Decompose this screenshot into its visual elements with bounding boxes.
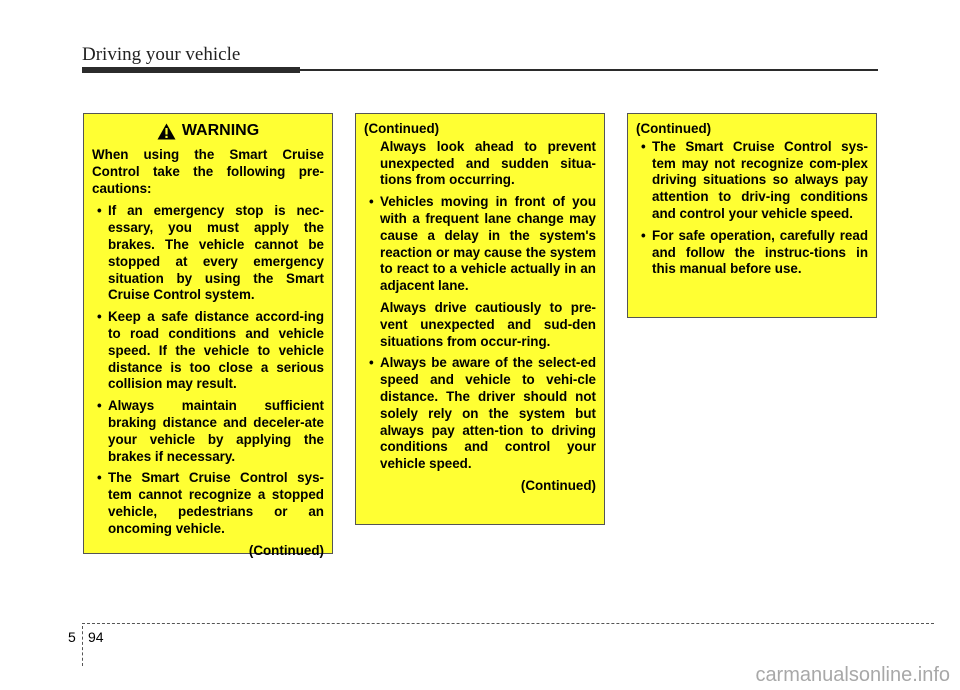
watermark: carmanualsonline.info	[755, 664, 950, 686]
list-item: • The Smart Cruise Control sys-tem cannot recognize a stopped vehicle, pedestrians or an oncoming vehicle.	[92, 470, 324, 537]
list-item: • If an emergency stop is nec-essary, you must apply the brakes. The vehicle cannot be stopped at every emergency situation by using the Smart Cruise Control system.	[92, 203, 324, 304]
sub-paragraph: Always look ahead to prevent unexpected and sudden situa-tions from occurring.	[380, 138, 596, 188]
header-rule-thick	[82, 67, 300, 73]
list-item: • Always maintain sufficient braking distance and deceler-ate your vehicle by applying the brakes if necessary.	[92, 398, 324, 465]
list-item: • Keep a safe distance accord-ing to road conditions and vehicle speed. If the vehicle to vehicle distance is too close a serious collision may result.	[92, 309, 324, 393]
footer-divider	[82, 626, 83, 666]
warning-heading	[92, 123, 324, 140]
chapter-number: 5	[68, 629, 76, 645]
continued-label: (Continued)	[248, 542, 324, 558]
continued-label: (Continued)	[520, 477, 596, 493]
warning-list	[636, 139, 868, 278]
warning-list	[364, 355, 596, 473]
warning-triangle-icon	[157, 123, 176, 140]
list-item: • Vehicles moving in front of you with a frequent lane change may cause a delay in the system's reaction or may cause the system to react to a vehicle actually in an adjacent lane.	[364, 194, 596, 295]
warning-box-1	[83, 113, 333, 558]
header-rule-thin	[300, 69, 878, 71]
list-item: • Always be aware of the select-ed speed and vehicle to vehi-cle distance. The driver should not solely rely on the system but always pay atten-tion to driving conditions and control your vehicle speed.	[364, 355, 596, 473]
warning-box-2	[355, 113, 605, 525]
page-header-title: Driving your vehicle	[82, 44, 241, 65]
footer-rule	[82, 623, 934, 624]
warning-list	[364, 194, 596, 295]
warning-title: WARNING	[181, 122, 260, 140]
continued-label: (Continued)	[364, 121, 440, 136]
sub-paragraph: Always drive cautiously to pre-vent unexpected and sud-den situations from occur-ring.	[380, 299, 596, 349]
warning-box-3	[627, 113, 877, 318]
warning-intro: When using the Smart Cruise Control take the following pre-cautions:	[92, 147, 324, 196]
list-item: • The Smart Cruise Control sys-tem may not recognize com-plex driving situations so always pay attention to driv-ing conditions and control your vehicle speed.	[636, 139, 868, 223]
continued-label: (Continued)	[636, 121, 712, 136]
list-item: • For safe operation, carefully read and follow the instruc-tions in this manual before use.	[636, 228, 868, 278]
warning-list	[92, 203, 324, 537]
page-number: 94	[88, 629, 104, 645]
